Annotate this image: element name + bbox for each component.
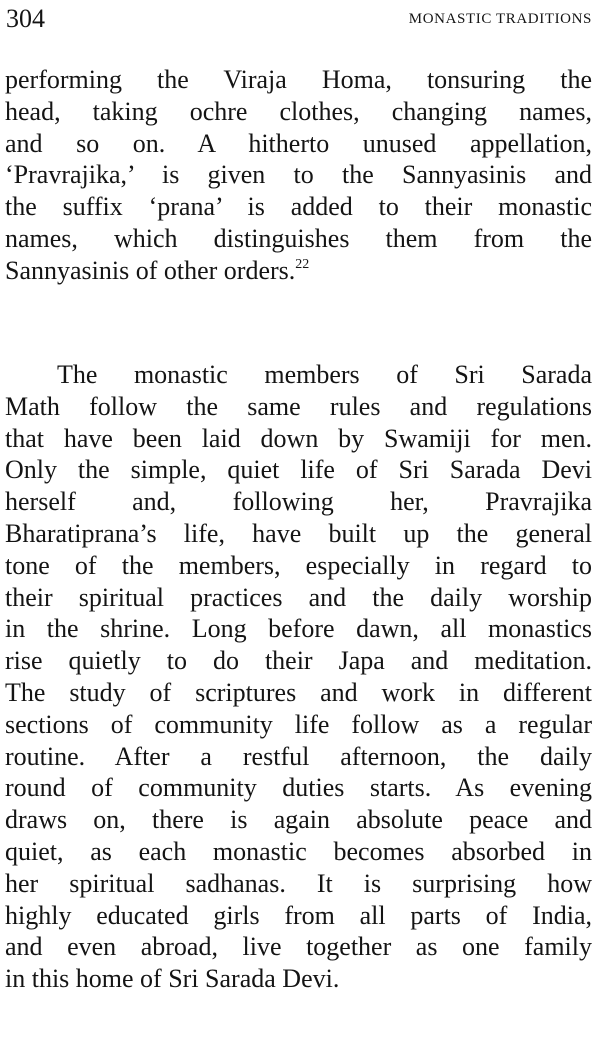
text-line: round of community duties starts. As evening	[5, 773, 592, 803]
text-line: Math follow the same rules and regulations	[5, 391, 592, 421]
text-line: rise quietly to do their Japa and meditation.	[5, 646, 592, 676]
text-line: their spiritual practices and the daily worship	[5, 582, 592, 612]
text-line: Only the simple, quiet life of Sri Sarada Devi	[5, 455, 592, 485]
text-line-last: in this home of Sri Sarada Devi.	[5, 964, 340, 994]
text-line: that have been laid down by Swamiji for men.	[5, 423, 592, 453]
text-line: quiet, as each monastic becomes absorbed in	[5, 836, 592, 866]
text-line: routine. After a restful afternoon, the daily	[5, 741, 592, 771]
footnote-reference: 22	[295, 256, 310, 272]
text-line: her spiritual sadhanas. It is surprising how	[5, 868, 592, 898]
text-line: the suffix ‘prana’ is added to their monastic	[5, 192, 592, 222]
text-line: Bharatiprana’s life, have built up the general	[5, 518, 592, 548]
text-line: ‘Pravrajika,’ is given to the Sannyasinis and	[5, 160, 592, 190]
text-line-first-indented: The monastic members of Sri Sarada	[57, 360, 592, 389]
text-line: draws on, there is again absolute peace and	[5, 805, 592, 835]
text-line-last	[5, 255, 592, 287]
text-line-content: Sannyasinis of other orders.	[5, 255, 296, 285]
text-line: The study of scriptures and work in different	[5, 677, 592, 707]
page-header	[6, 4, 592, 34]
text-line: highly educated girls from all parts of India,	[5, 900, 592, 930]
paragraph-2	[5, 359, 592, 995]
running-head: MONASTIC TRADITIONS	[408, 11, 592, 27]
text-line: in the shrine. Long before dawn, all monastics	[5, 614, 592, 644]
text-line: and even abroad, live together as one family	[5, 932, 592, 962]
text-line: and so on. A hitherto unused appellation,	[5, 128, 592, 158]
text-line: herself and, following her, Pravrajika	[5, 487, 592, 517]
text-line: sections of community life follow as a regular	[5, 709, 592, 739]
text-line: performing the Viraja Homa, tonsuring the	[5, 65, 592, 94]
page-number: 304	[6, 4, 45, 33]
paragraph-1	[5, 64, 592, 287]
text-line: tone of the members, especially in regard to	[5, 550, 592, 580]
text-line: head, taking ochre clothes, changing names,	[5, 96, 592, 126]
text-line: names, which distinguishes them from the	[5, 223, 592, 253]
